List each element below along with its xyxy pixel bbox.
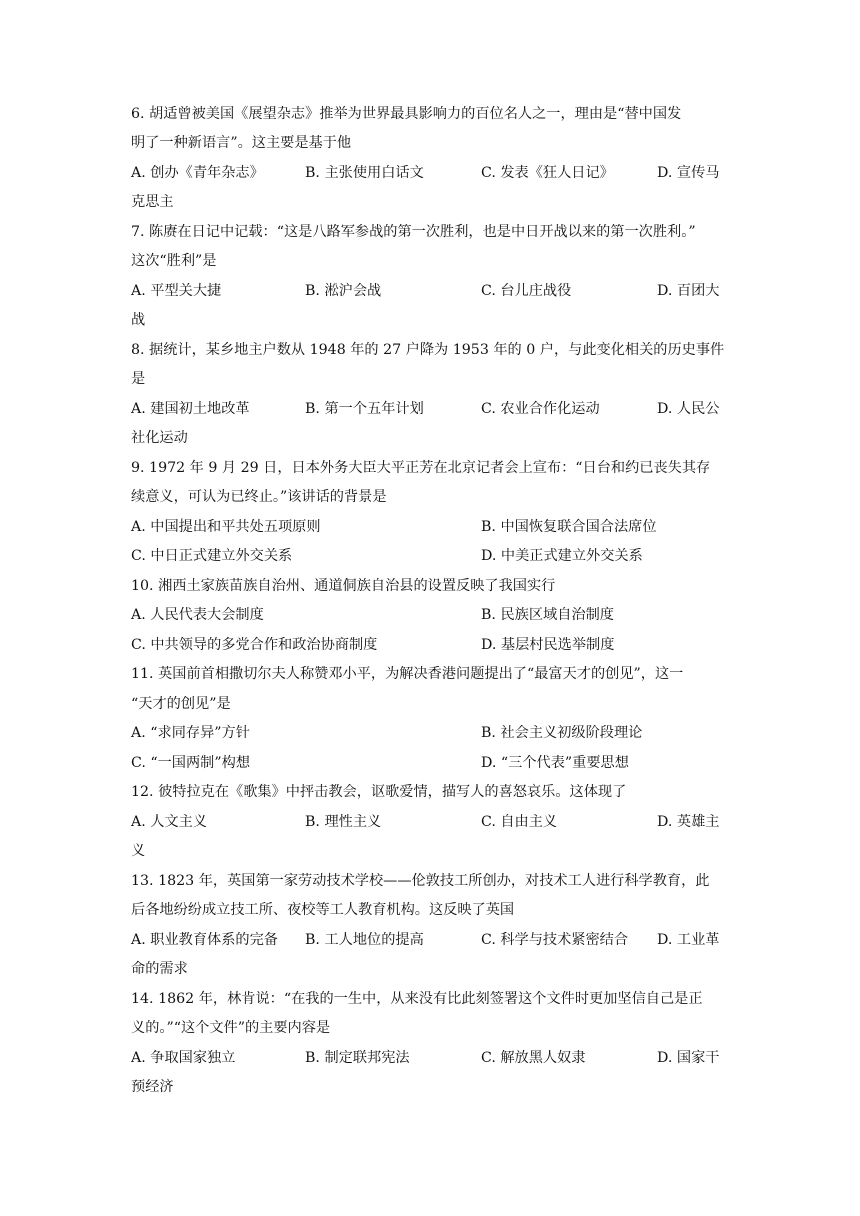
- option-d-continuation: 命的需求: [131, 961, 188, 977]
- option-b: B. 制定联邦宪法: [305, 1050, 410, 1066]
- option-b: B. 淞沪会战: [305, 283, 382, 299]
- option-d: D. 工业革: [657, 932, 720, 948]
- question-stem-line: 义的。”“这个文件”的主要内容是: [131, 1020, 331, 1036]
- option-d: D. 人民公: [657, 401, 720, 417]
- option-b: B. 主张使用白话文: [305, 165, 424, 181]
- option-a: A. 创办《青年杂志》: [131, 165, 264, 181]
- option-c: C. 台儿庄战役: [481, 283, 572, 299]
- option-b: B. 第一个五年计划: [305, 401, 424, 417]
- question-stem-line: “天才的创见”是: [131, 696, 231, 712]
- option-c: C. 农业合作化运动: [481, 401, 600, 417]
- option-c: C. 中共领导的多党合作和政治协商制度: [131, 637, 378, 653]
- option-d: D. “三个代表”重要思想: [481, 755, 629, 771]
- option-a: A. 争取国家独立: [131, 1050, 236, 1066]
- option-c: C. “一国两制”构想: [131, 755, 251, 771]
- option-d-continuation: 义: [131, 843, 146, 859]
- option-c: C. 解放黑人奴隶: [481, 1050, 586, 1066]
- option-b: B. 理性主义: [305, 814, 382, 830]
- question-stem-line: 明了一种新语言”。这主要是基于他: [131, 135, 352, 151]
- option-d-continuation: 战: [131, 312, 146, 328]
- option-d: D. 宣传马: [657, 165, 720, 181]
- option-c: C. 自由主义: [481, 814, 558, 830]
- question-stem-line: 10. 湘西土家族苗族自治州、通道侗族自治县的设置反映了我国实行: [131, 578, 556, 594]
- question-stem-line: 9. 1972 年 9 月 29 日，日本外务大臣大平正芳在北京记者会上宣布：“日台和约已丧失其存: [131, 460, 711, 476]
- question-stem-line: 6. 胡适曾被美国《展望杂志》推举为世界最具影响力的百位名人之一，理由是“替中国发: [131, 106, 682, 122]
- option-b: B. 民族区域自治制度: [481, 607, 614, 623]
- option-d: D. 百团大: [657, 283, 720, 299]
- question-stem-line: 这次“胜利”是: [131, 253, 217, 269]
- option-a: A. 建国初土地改革: [131, 401, 250, 417]
- option-d: D. 基层村民选举制度: [481, 637, 615, 653]
- question-stem-line: 14. 1862 年，林肯说：“在我的一生中，从来没有比此刻签署这个文件时更加坚信自己是正: [131, 991, 703, 1007]
- option-b: B. 中国恢复联合国合法席位: [481, 519, 657, 535]
- option-d-continuation: 克思主: [131, 194, 174, 210]
- option-a: A. 中国提出和平共处五项原则: [131, 519, 321, 535]
- option-a: A. 人民代表大会制度: [131, 607, 264, 623]
- option-d-continuation: 预经济: [131, 1079, 174, 1095]
- option-d-continuation: 社化运动: [131, 430, 188, 446]
- option-a: A. 平型关大捷: [131, 283, 222, 299]
- option-d: D. 中美正式建立外交关系: [481, 548, 643, 564]
- option-b: B. 社会主义初级阶段理论: [481, 725, 643, 741]
- question-stem-line: 后各地纷纷成立技工所、夜校等工人教育机构。这反映了英国: [131, 902, 515, 918]
- question-stem-line: 7. 陈赓在日记中记载：“这是八路军参战的第一次胜利，也是中日开战以来的第一次胜利。”: [131, 224, 696, 240]
- option-c: C. 科学与技术紧密结合: [481, 932, 629, 948]
- question-stem-line: 12. 彼特拉克在《歌集》中抨击教会，讴歌爱情，描写人的喜怒哀乐。这体现了: [131, 784, 627, 800]
- question-stem-line: 8. 据统计，某乡地主户数从 1948 年的 27 户降为 1953 年的 0 户，与此变化相关的历史事件: [131, 342, 725, 358]
- question-stem-line: 13. 1823 年，英国第一家劳动技术学校——伦敦技工所创办，对技术工人进行科学教育，此: [131, 873, 710, 889]
- question-stem-line: 是: [131, 371, 146, 387]
- option-a: A. “求同存异”方针: [131, 725, 250, 741]
- option-d: D. 国家干: [657, 1050, 720, 1066]
- option-d: D. 英雄主: [657, 814, 720, 830]
- option-b: B. 工人地位的提高: [305, 932, 424, 948]
- question-stem-line: 续意义，可认为已终止。”该讲话的背景是: [131, 489, 387, 505]
- option-c: C. 中日正式建立外交关系: [131, 548, 293, 564]
- option-c: C. 发表《狂人日记》: [481, 165, 614, 181]
- option-a: A. 人文主义: [131, 814, 208, 830]
- option-a: A. 职业教育体系的完备: [131, 932, 278, 948]
- question-stem-line: 11. 英国前首相撒切尔夫人称赞邓小平，为解决香港问题提出了“最富天才的创见”，这一: [131, 666, 684, 682]
